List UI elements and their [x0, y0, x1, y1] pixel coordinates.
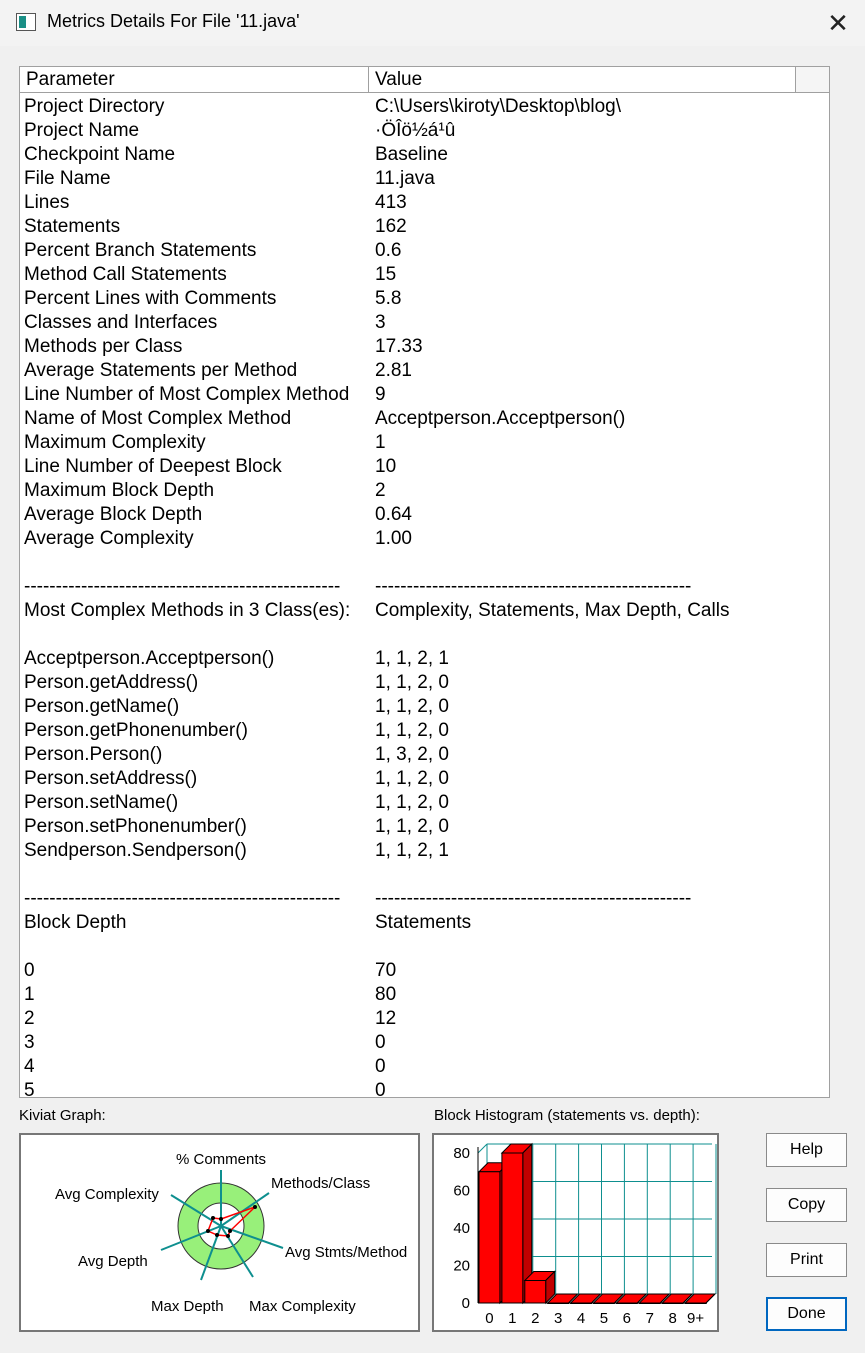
histogram-svg [434, 1135, 717, 1330]
table-row[interactable] [20, 671, 830, 695]
value-cell: 9 [375, 384, 386, 405]
value-cell: 413 [375, 192, 407, 213]
parameter-cell: Person.Person() [24, 744, 163, 765]
kiviat-label-methods-class: Methods/Class [271, 1175, 371, 1192]
value-cell: Statements [375, 912, 472, 933]
close-button[interactable]: ✕ [827, 8, 849, 38]
table-row[interactable] [20, 743, 830, 767]
histogram-x-tick-label: 4 [576, 1310, 586, 1327]
parameter-cell: -------------------------------------------------- [24, 888, 341, 909]
kiviat-label-avg-complexity: Avg Complexity [55, 1186, 159, 1203]
column-header-parameter[interactable]: Parameter [20, 67, 369, 92]
histogram-bar [616, 1303, 637, 1304]
histogram-bar [571, 1303, 592, 1304]
value-cell: 1, 1, 2, 0 [375, 696, 449, 717]
table-row[interactable] [20, 95, 830, 119]
value-cell: 1.00 [375, 528, 412, 549]
table-row[interactable] [20, 359, 830, 383]
title-bar [0, 0, 865, 46]
table-row[interactable] [20, 119, 830, 143]
value-cell: 2.81 [375, 360, 412, 381]
parameter-cell: Classes and Interfaces [24, 312, 218, 333]
table-row[interactable] [20, 455, 830, 479]
table-row[interactable] [20, 527, 830, 551]
table-row[interactable] [20, 335, 830, 359]
table-row[interactable] [20, 143, 830, 167]
histogram-bar [502, 1153, 523, 1303]
value-cell: 1, 1, 2, 0 [375, 672, 449, 693]
parameter-cell: Line Number of Most Complex Method [24, 384, 350, 405]
parameter-cell: Method Call Statements [24, 264, 227, 285]
histogram-x-tick-label: 0 [485, 1310, 494, 1327]
value-cell: 10 [375, 456, 397, 477]
parameter-cell: Project Name [24, 120, 140, 141]
histogram-y-tick-label: 80 [453, 1145, 470, 1162]
done-button[interactable]: Done [766, 1297, 847, 1331]
value-cell: 5.8 [375, 288, 402, 309]
value-cell: 15 [375, 264, 397, 285]
histogram-x-tick-label: 3 [553, 1310, 563, 1327]
print-button[interactable]: Print [766, 1243, 847, 1277]
histogram-bar [594, 1303, 615, 1304]
parameter-cell: Checkpoint Name [24, 144, 176, 165]
table-row[interactable] [20, 551, 830, 575]
value-cell: 1, 3, 2, 0 [375, 744, 449, 765]
copy-button[interactable]: Copy [766, 1188, 847, 1222]
table-row[interactable] [20, 863, 830, 887]
value-cell: 0 [375, 1080, 386, 1098]
list-rows [20, 95, 830, 1098]
value-cell: ·ÖÎö½á¹û [375, 120, 456, 141]
parameter-cell: 5 [24, 1080, 35, 1098]
block-histogram [432, 1133, 719, 1332]
table-row[interactable] [20, 935, 830, 959]
parameter-cell: 4 [24, 1056, 35, 1077]
parameter-cell: Name of Most Complex Method [24, 408, 292, 429]
value-cell: 70 [375, 960, 397, 981]
table-row[interactable] [20, 767, 830, 791]
window-title: Metrics Details For File '11.java' [47, 11, 300, 31]
histogram-y-tick-label: 60 [453, 1182, 470, 1200]
histogram-y-tick-label: 0 [461, 1295, 470, 1312]
histogram-x-tick-label: 2 [531, 1310, 540, 1327]
parameter-cell: Methods per Class [24, 336, 183, 357]
histogram-y-tick-label: 20 [453, 1257, 470, 1275]
parameter-cell: Acceptperson.Acceptperson() [24, 648, 275, 669]
histogram-bar [525, 1281, 546, 1304]
parameter-cell: Person.getAddress() [24, 672, 199, 693]
histogram-y-tick-label: 40 [453, 1220, 470, 1237]
parameter-cell: Percent Branch Statements [24, 240, 257, 261]
table-row[interactable] [20, 695, 830, 719]
table-row[interactable] [20, 719, 830, 743]
kiviat-label-avg-depth: Avg Depth [78, 1253, 148, 1270]
parameter-cell: 0 [24, 960, 35, 981]
histogram-bar [479, 1172, 500, 1303]
table-row[interactable] [20, 647, 830, 671]
table-row[interactable] [20, 1007, 830, 1031]
value-cell: 162 [375, 216, 407, 237]
histogram-x-tick-label: 7 [645, 1310, 654, 1327]
list-header [20, 67, 829, 93]
histogram-x-tick-label: 9+ [686, 1310, 705, 1327]
kiviat-label-comments: % Comments [175, 1151, 267, 1168]
value-cell: 80 [375, 984, 397, 1005]
kiviat-label-max-depth: Max Depth [151, 1298, 224, 1315]
value-cell: 1, 1, 2, 1 [375, 648, 449, 669]
histogram-x-tick-label: 1 [508, 1310, 517, 1327]
value-cell: 1 [375, 432, 386, 453]
parameter-cell: Maximum Complexity [24, 432, 206, 453]
value-cell: 0 [375, 1056, 386, 1077]
parameter-cell: Most Complex Methods in 3 Class(es): [24, 600, 351, 621]
value-cell: 1, 1, 2, 0 [375, 816, 449, 837]
table-row[interactable] [20, 479, 830, 503]
value-cell: 11.java [375, 168, 435, 189]
parameter-cell: Person.setPhonenumber() [24, 816, 247, 837]
value-cell: 0.6 [375, 240, 402, 261]
parameter-cell: Average Statements per Method [24, 360, 298, 381]
table-row[interactable] [20, 815, 830, 839]
histogram-x-tick-label: 6 [622, 1310, 632, 1327]
histogram-title: Block Histogram (statements vs. depth): [434, 1107, 700, 1124]
kiviat-graph-label: Kiviat Graph: [19, 1107, 106, 1124]
histogram-bar [662, 1303, 683, 1304]
parameter-cell: Average Block Depth [24, 504, 203, 525]
table-row[interactable] [20, 791, 830, 815]
table-row[interactable] [20, 503, 830, 527]
app-icon [16, 13, 36, 31]
parameter-cell: 3 [24, 1032, 35, 1053]
column-header-filler [796, 67, 829, 92]
table-row[interactable] [20, 215, 830, 239]
value-cell: 1, 1, 2, 0 [375, 720, 449, 741]
table-row[interactable] [20, 983, 830, 1007]
table-row[interactable] [20, 167, 830, 191]
value-cell: 2 [375, 480, 386, 501]
table-row[interactable] [20, 407, 830, 431]
parameter-cell: Project Directory [24, 96, 165, 117]
histogram-bar [548, 1303, 569, 1304]
parameter-cell: Person.getPhonenumber() [24, 720, 248, 741]
value-cell: 1, 1, 2, 0 [375, 768, 449, 789]
value-cell: 3 [375, 312, 386, 333]
parameter-cell: Person.setName() [24, 792, 179, 813]
parameter-cell: 1 [24, 984, 35, 1005]
parameter-cell: 2 [24, 1008, 35, 1029]
kiviat-graph [19, 1133, 420, 1332]
table-row[interactable] [20, 1031, 830, 1055]
table-row[interactable] [20, 191, 830, 215]
parameter-cell: File Name [24, 168, 111, 189]
histogram-x-tick-label: 5 [599, 1310, 609, 1327]
table-row[interactable] [20, 575, 830, 599]
parameter-cell: Lines [24, 192, 70, 213]
value-cell: -------------------------------------------------- [375, 576, 692, 597]
value-cell: 12 [375, 1008, 397, 1029]
kiviat-svg [21, 1135, 418, 1330]
parameter-cell: Statements [24, 216, 121, 237]
kiviat-label-avg-stmts: Avg Stmts/Method [285, 1244, 408, 1261]
value-cell: 1, 1, 2, 0 [375, 792, 449, 813]
parameter-cell: Average Complexity [24, 528, 194, 549]
value-cell: Complexity, Statements, Max Depth, Calls [375, 600, 730, 621]
help-button[interactable]: Help [766, 1133, 847, 1167]
value-cell: 17.33 [375, 336, 423, 357]
parameter-cell: Sendperson.Sendperson() [24, 840, 247, 861]
table-row[interactable] [20, 623, 830, 647]
histogram-x-tick-label: 8 [668, 1310, 677, 1327]
table-row[interactable] [20, 383, 830, 407]
parameter-cell: Percent Lines with Comments [24, 288, 277, 309]
kiviat-label-max-complexity: Max Complexity [249, 1298, 356, 1315]
metrics-list[interactable] [19, 66, 830, 1098]
value-cell: C:\Users\kiroty\Desktop\blog\ [375, 96, 622, 117]
column-header-value[interactable]: Value [369, 67, 796, 92]
value-cell: -------------------------------------------------- [375, 888, 692, 909]
table-row[interactable] [20, 887, 830, 911]
table-row[interactable] [20, 287, 830, 311]
histogram-gridline-diagonal [478, 1144, 487, 1153]
parameter-cell: Block Depth [24, 912, 127, 933]
table-row[interactable] [20, 263, 830, 287]
value-cell: 0.64 [375, 504, 412, 525]
value-cell: Acceptperson.Acceptperson() [375, 408, 626, 429]
parameter-cell: Person.getName() [24, 696, 180, 717]
parameter-cell: -------------------------------------------------- [24, 576, 341, 597]
table-row[interactable] [20, 911, 830, 935]
table-row[interactable] [20, 1079, 830, 1098]
value-cell: 0 [375, 1032, 386, 1053]
table-row[interactable] [20, 1055, 830, 1079]
table-row[interactable] [20, 311, 830, 335]
parameter-cell: Person.setAddress() [24, 768, 198, 789]
table-row[interactable] [20, 839, 830, 863]
table-row[interactable] [20, 959, 830, 983]
histogram-bar [639, 1303, 660, 1304]
parameter-cell: Line Number of Deepest Block [24, 456, 282, 477]
table-row[interactable] [20, 239, 830, 263]
value-cell: 1, 1, 2, 1 [375, 840, 449, 861]
histogram-bar [685, 1303, 706, 1304]
table-row[interactable] [20, 431, 830, 455]
table-row[interactable] [20, 599, 830, 623]
parameter-cell: Maximum Block Depth [24, 480, 215, 501]
value-cell: Baseline [375, 144, 448, 165]
